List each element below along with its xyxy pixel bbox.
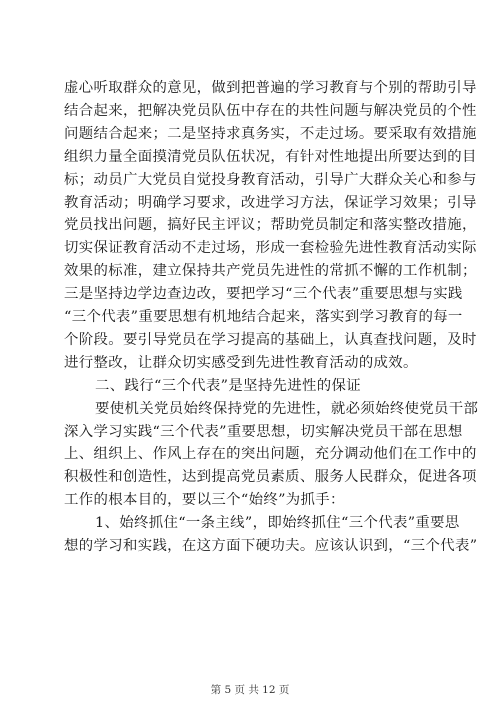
text-line: 效果的标准，建立保持共产党员先进性的常抓不懈的工作机制；	[64, 263, 477, 280]
text-line: 深入学习实践“三个代表”重要思想，切实解决党员干部在思想	[64, 423, 463, 440]
text-line: 个阶段。要引导党员在学习提高的基础上，认真查找问题，及时	[64, 331, 477, 348]
text-line: 工作的根本目的，要以三个“始终”为抓手：	[64, 492, 345, 509]
text-line: 上、组织上、作风上存在的突出问题，充分调动他们在工作中的	[64, 446, 477, 463]
text-line: 积极性和创造性，达到提高党员素质、服务人民群众，促进各项	[64, 469, 477, 486]
page-number: 第 5 页 共 12 页	[210, 684, 290, 696]
text-line: 1、始终抓住“一条主线”，即始终抓住“三个代表”重要思	[95, 515, 460, 532]
text-line: 组织力量全面摸清党员队伍状况，有针对性地提出所要达到的目	[64, 148, 477, 165]
text-line: 标；动员广大党员自觉投身教育活动，引导广大群众关心和参与	[64, 171, 477, 188]
section-heading: 二、践行“三个代表”是坚持先进性的保证	[95, 377, 362, 394]
text-line: 教育活动；明确学习要求，改进学习方法，保证学习效果；引导	[64, 194, 477, 211]
text-line: “三个代表”重要思想有机地结合起来，落实到学习教育的每一	[64, 309, 463, 325]
text-line: 党员找出问题，搞好民主评议；帮助党员制定和落实整改措施，	[64, 217, 477, 234]
text-line: 切实保证教育活动不走过场，形成一套检验先进性教育活动实际	[64, 240, 477, 257]
text-line: 想的学习和实践，在这方面下硬功夫。应该认识到，“三个代表”	[64, 538, 478, 554]
text-line: 进行整改，让群众切实感受到先进性教育活动的成效。	[64, 354, 418, 371]
text-line: 虚心听取群众的意见，做到把普遍的学习教育与个别的帮助引导	[64, 80, 477, 96]
text-line: 结合起来，把解决党员队伍中存在的共性问题与解决党员的个性	[64, 102, 477, 119]
text-line: 问题结合起来；二是坚持求真务实，不走过场。要采取有效措施	[64, 125, 477, 142]
text-line: 三是坚持边学边查边改，要把学习“三个代表”重要思想与实践	[64, 286, 463, 303]
text-line: 要使机关党员始终保持党的先进性，就必须始终使党员干部	[95, 400, 479, 417]
